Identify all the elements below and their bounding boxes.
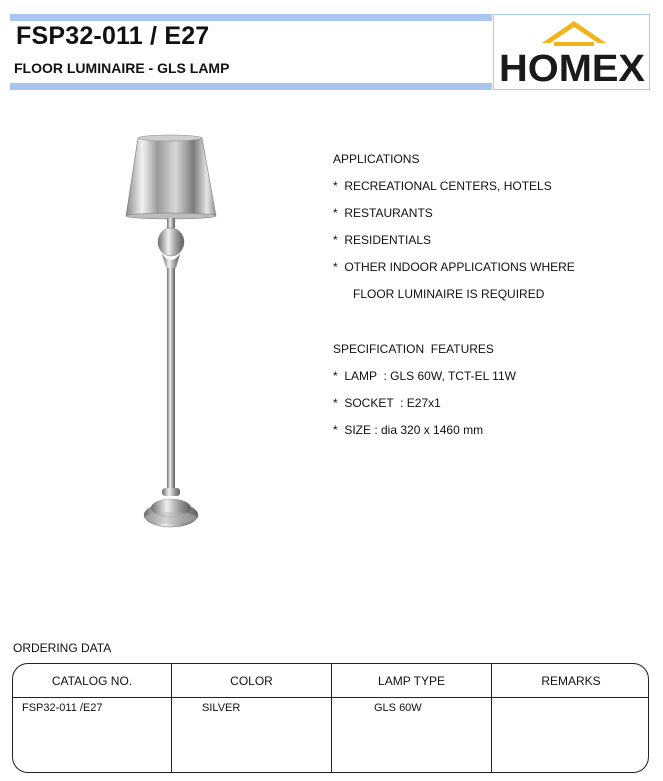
cell-lamp-type: GLS 60W [374,702,422,714]
ordering-data-label: ORDERING DATA [13,641,112,655]
specification-item: * SOCKET : E27x1 [333,396,441,410]
product-type: FLOOR LUMINAIRE - GLS LAMP [14,60,230,76]
specification-item: * SIZE : dia 320 x 1460 mm [333,423,484,437]
cell-catalog-no: FSP32-011 /E27 [22,702,103,714]
applications-item: * RECREATIONAL CENTERS, HOTELS [333,179,552,193]
applications-item: * RESTAURANTS [333,206,433,220]
house-roof-icon [494,15,651,91]
specification-heading: SPECIFICATION FEATURES [333,342,494,356]
ordering-table [12,663,649,773]
brand-logo [493,14,650,90]
header-bar-bottom [10,83,492,90]
specification-item: * LAMP : GLS 60W, TCT-EL 11W [333,369,516,383]
column-header-catalog: CATALOG NO. [51,674,133,688]
applications-item: * RESIDENTIALS [333,233,432,247]
column-header-remarks: REMARKS [541,674,601,688]
header-bar-top [10,14,492,21]
applications-item: * OTHER INDOOR APPLICATIONS WHERE [333,260,575,274]
product-code: FSP32-011 / E27 [16,22,210,50]
applications-heading: APPLICATIONS [333,152,420,166]
brand-name: HOMEX [499,48,646,90]
column-header-color: COLOR [230,674,273,688]
column-header-lamp-type: LAMP TYPE [378,674,445,688]
cell-color: SILVER [202,702,241,714]
lamp-image [118,130,228,540]
applications-item: FLOOR LUMINAIRE IS REQUIRED [343,287,545,301]
